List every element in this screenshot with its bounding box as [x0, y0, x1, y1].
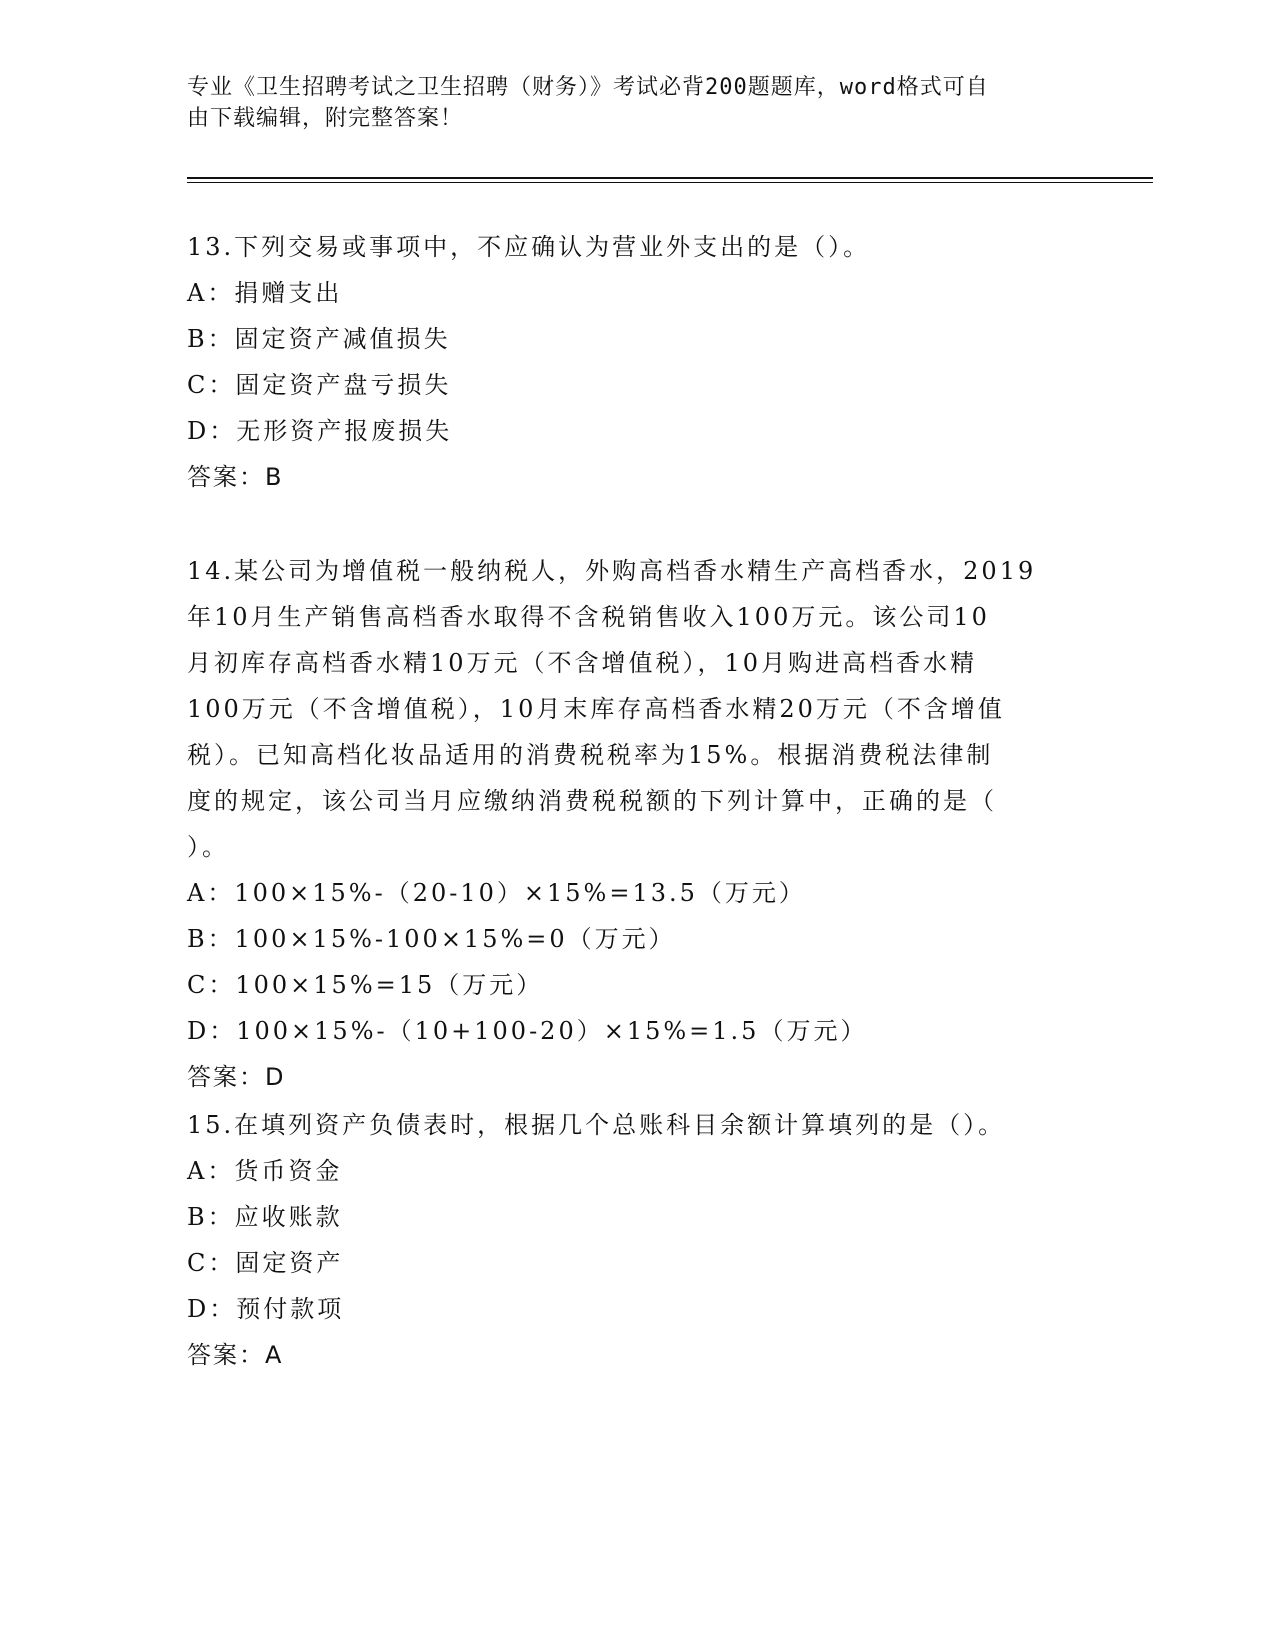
question-stem-line: 14.某公司为增值税一般纳税人，外购高档香水精生产高档香水，2019	[187, 557, 1037, 585]
option-c: C：固定资产盘亏损失	[187, 371, 452, 399]
option-a: A：货币资金	[187, 1157, 343, 1185]
header-line: 由下载编辑，附完整答案！	[187, 106, 464, 131]
option-c: C：100×15%=15（万元）	[187, 971, 544, 999]
option-d: D：无形资产报废损失	[187, 417, 453, 445]
option-d: D：100×15%-（10+100-20）×15%=1.5（万元）	[187, 1017, 868, 1045]
question-stem-line: 月初库存高档香水精10万元（不含增值税），10月购进高档香水精	[187, 649, 978, 677]
question-stem-line: ）。	[187, 833, 229, 861]
option-a: A：100×15%-（20-10）×15%=13.5（万元）	[187, 879, 806, 907]
option-d: D：预付款项	[187, 1295, 345, 1323]
question-13	[187, 224, 1077, 500]
option-a: A：捐赠支出	[187, 279, 343, 307]
option-b: B：应收账款	[187, 1203, 343, 1231]
header-divider	[187, 177, 1153, 179]
header-line: 专业《卫生招聘考试之卫生招聘（财务）》考试必背200题题库，word格式可自	[187, 75, 989, 100]
question-15	[187, 1102, 1077, 1378]
answer: 答案：A	[187, 1341, 284, 1369]
question-stem-line: 年10月生产销售高档香水取得不含税销售收入100万元。该公司10	[187, 603, 990, 631]
question-14	[187, 548, 1077, 1100]
question-stem-line: 度的规定，该公司当月应缴纳消费税税额的下列计算中，正确的是（	[187, 787, 997, 815]
option-b: B：固定资产减值损失	[187, 325, 451, 353]
question-stem-line: 100万元（不含增值税），10月末库存高档香水精20万元（不含增值	[187, 695, 1005, 723]
option-c: C：固定资产	[187, 1249, 344, 1277]
document-header	[187, 72, 1067, 134]
question-stem-line: 税）。已知高档化妆品适用的消费税税率为15%。根据消费税法律制	[187, 741, 994, 769]
question-stem: 13.下列交易或事项中，不应确认为营业外支出的是（）。	[187, 233, 871, 261]
answer: 答案：D	[187, 1063, 286, 1091]
option-b: B：100×15%-100×15%=0（万元）	[187, 925, 676, 953]
header-divider-thin	[187, 182, 1153, 183]
question-stem: 15.在填列资产负债表时，根据几个总账科目余额计算填列的是（）。	[187, 1111, 1006, 1139]
answer: 答案：B	[187, 463, 284, 491]
